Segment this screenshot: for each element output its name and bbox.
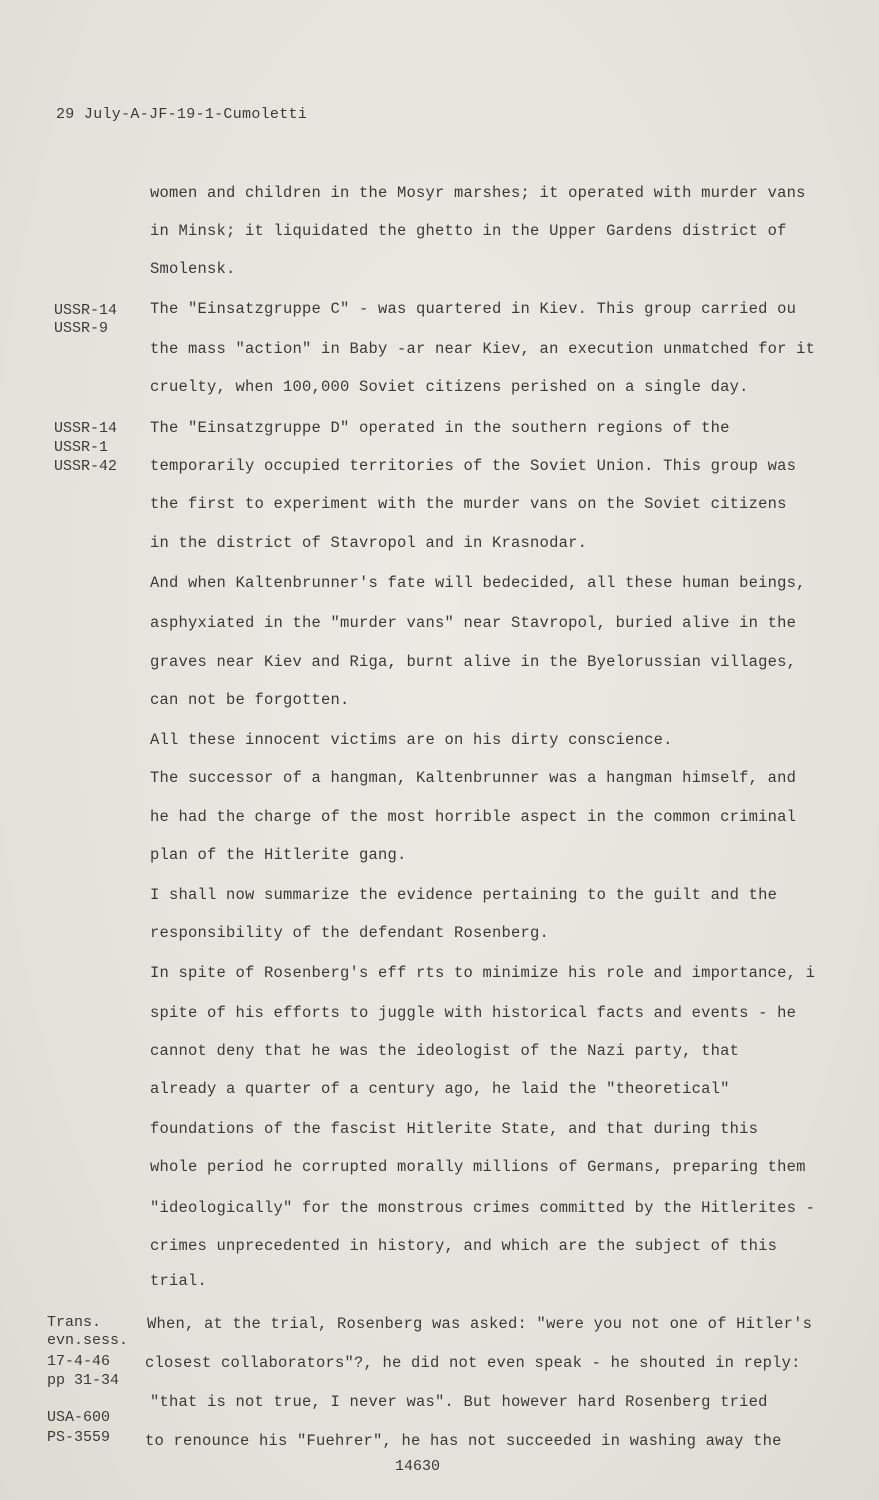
text-line: And when Kaltenbrunner's fate will bedecided, all these human beings, [150, 574, 806, 592]
margin-note: evn.sess. [47, 1332, 129, 1349]
text-line: women and children in the Mosyr marshes; it operated with murder vans [150, 184, 806, 202]
text-line: in Minsk; it liquidated the ghetto in the Upper Gardens district of [150, 222, 787, 240]
text-line: cruelty, when 100,000 Soviet citizens perished on a single day. [150, 378, 749, 396]
margin-note: USSR-9 [54, 320, 109, 337]
text-line: the first to experiment with the murder vans on the Soviet citizens [150, 495, 787, 513]
margin-note: USSR-14 [54, 302, 118, 319]
margin-note: Trans. [47, 1314, 102, 1331]
text-line: whole period he corrupted morally millions of Germans, preparing them [150, 1158, 806, 1176]
text-line: temporarily occupied territories of the Soviet Union. This group was [150, 457, 797, 475]
text-line: can not be forgotten. [150, 691, 350, 709]
margin-note: pp 31-34 [47, 1372, 120, 1389]
text-line: All these innocent victims are on his dirty conscience. [150, 731, 673, 749]
text-line: I shall now summarize the evidence pertaining to the guilt and the [150, 886, 778, 904]
text-line: "ideologically" for the monstrous crimes committed by the Hitlerites - [150, 1199, 816, 1217]
text-line: closest collaborators"?, he did not even speak - he shouted in reply: [145, 1354, 801, 1372]
text-line: When, at the trial, Rosenberg was asked: "were you not one of Hitler's [147, 1315, 813, 1333]
text-line: in the district of Stavropol and in Krasnodar. [150, 534, 588, 552]
margin-note: USSR-1 [54, 439, 109, 456]
margin-note: USSR-42 [54, 458, 118, 475]
text-line: the mass "action" in Baby -ar near Kiev, an execution unmatched for it [150, 340, 816, 358]
page-header: 29 July-A-JF-19-1-Cumoletti [56, 106, 308, 123]
margin-note: USA-600 [47, 1409, 111, 1426]
margin-note: USSR-14 [54, 420, 118, 437]
text-line: trial. [150, 1272, 208, 1290]
text-line: asphyxiated in the "murder vans" near Stavropol, buried alive in the [150, 614, 797, 632]
text-line: already a quarter of a century ago, he laid the "theoretical" [150, 1080, 730, 1098]
text-line: he had the charge of the most horrible aspect in the common criminal [150, 808, 797, 826]
text-line: The successor of a hangman, Kaltenbrunner was a hangman himself, and [150, 769, 797, 787]
text-line: spite of his efforts to juggle with historical facts and events - he [150, 1004, 797, 1022]
text-line: graves near Kiev and Riga, burnt alive in the Byelorussian villages, [150, 653, 797, 671]
text-line: cannot deny that he was the ideologist of the Nazi party, that [150, 1042, 740, 1060]
text-line: to renounce his "Fuehrer", he has not succeeded in washing away the [145, 1432, 782, 1450]
text-line: "that is not true, I never was". But however hard Rosenberg tried [150, 1393, 768, 1411]
text-line: In spite of Rosenberg's eff rts to minimize his role and importance, i [150, 964, 816, 982]
text-line: crimes unprecedented in history, and which are the subject of this [150, 1237, 778, 1255]
text-line: foundations of the fascist Hitlerite State, and that during this [150, 1120, 759, 1138]
margin-note: 17-4-46 [47, 1353, 111, 1370]
margin-note: PS-3559 [47, 1429, 111, 1446]
page-number: 14630 [395, 1458, 441, 1475]
text-line: responsibility of the defendant Rosenberg. [150, 924, 550, 942]
text-line: plan of the Hitlerite gang. [150, 846, 407, 864]
text-line: The "Einsatzgruppe D" operated in the southern regions of the [150, 419, 730, 437]
text-line: Smolensk. [150, 260, 236, 278]
text-line: The "Einsatzgruppe C" - was quartered in Kiev. This group carried ou [150, 300, 797, 318]
